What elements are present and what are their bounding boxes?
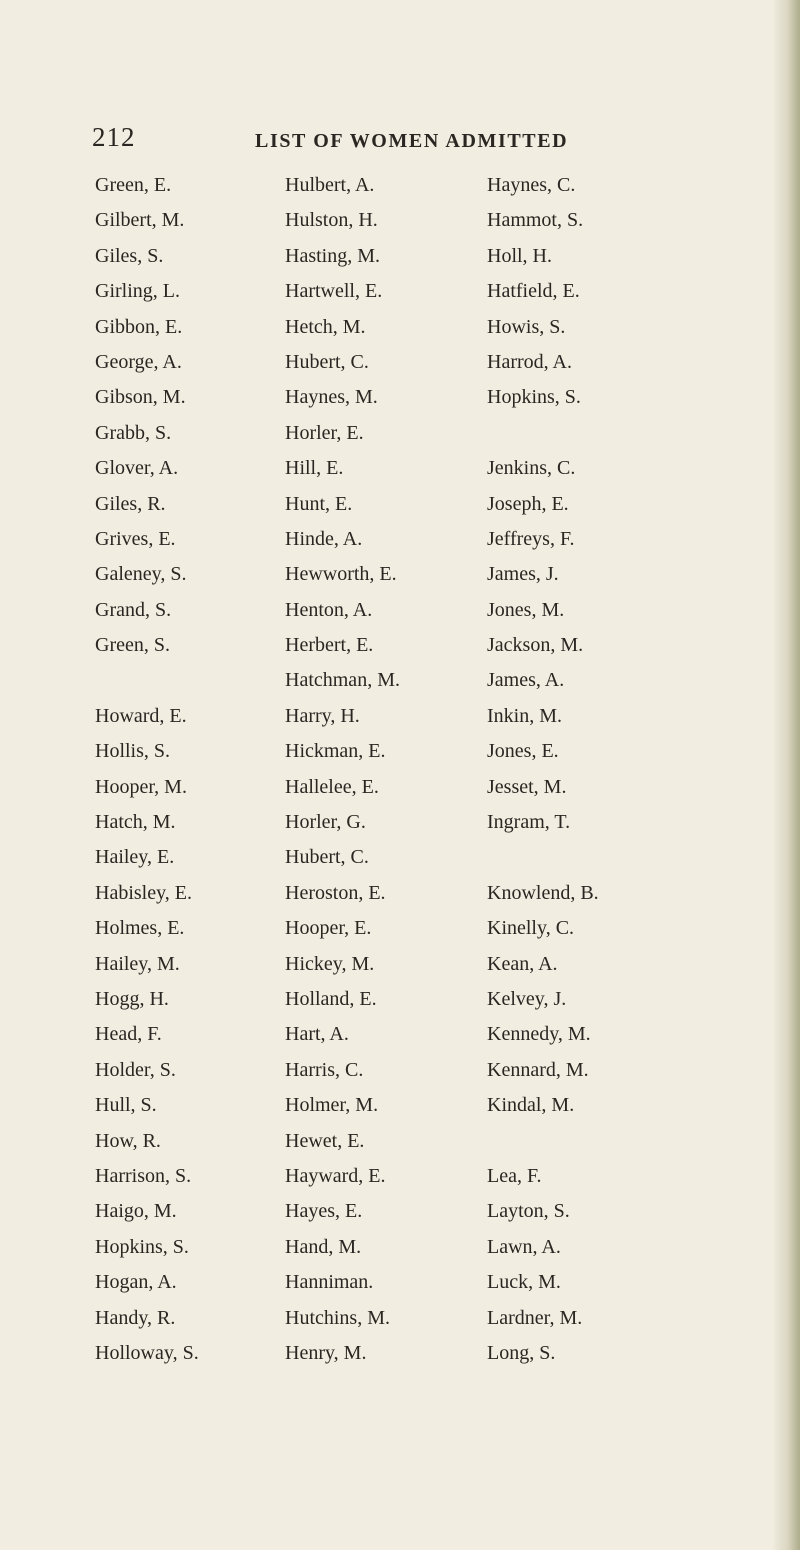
name-entry: Haynes, C. (487, 174, 576, 196)
name-entry: Hogg, H. (95, 987, 169, 1010)
name-entry: Herbert, E. (285, 634, 374, 657)
name-entry: Hallelee, E. (285, 775, 379, 798)
name-entry: Hulbert, A. (285, 174, 375, 196)
name-entry: Luck, M. (487, 1271, 561, 1294)
name-entry (487, 416, 737, 451)
name-entry: Long, S. (487, 1341, 556, 1364)
name-entry: Hooper, M. (95, 775, 187, 798)
name-entry: Hutchins, M. (285, 1306, 390, 1329)
name-entry: Lawn, A. (487, 1235, 561, 1258)
name-column-3 (487, 168, 737, 1371)
name-entry: Jenkins, C. (487, 457, 576, 480)
name-entry: Giles, S. (95, 244, 164, 267)
name-entry: Hayward, E. (285, 1164, 386, 1187)
name-entry: Grives, E. (95, 527, 176, 550)
name-entry: Harry, H. (285, 704, 360, 727)
name-entry: Harrod, A. (487, 350, 572, 373)
name-entry: Henton, A. (285, 598, 373, 621)
name-entry: Jeffreys, F. (487, 527, 575, 550)
name-entry: Hill, E. (285, 457, 344, 480)
name-entry: Hailey, E. (95, 846, 175, 869)
name-entry: Hubert, C. (285, 846, 369, 869)
name-entry: Lea, F. (487, 1164, 542, 1187)
name-entry: Green, S. (95, 634, 170, 657)
name-entry: Hayes, E. (285, 1200, 363, 1223)
name-entry: Hollis, S. (95, 740, 171, 763)
name-entry: Layton, S. (487, 1200, 570, 1223)
name-entry: Joseph, E. (487, 492, 569, 515)
name-entry: Gilbert, M. (95, 209, 185, 232)
name-entry (487, 840, 737, 875)
name-entry: Horler, E. (285, 421, 364, 444)
name-entry: Hammot, S. (487, 209, 584, 232)
name-entry: Hickey, M. (285, 952, 375, 975)
name-entry: Kean, A. (487, 952, 558, 975)
name-entry: Kennedy, M. (487, 1023, 591, 1046)
name-entry: Green, E. (95, 174, 172, 196)
name-entry: Hooper, E. (285, 917, 372, 940)
page-edge-shadow (772, 0, 800, 1550)
name-entry: Giles, R. (95, 492, 166, 515)
name-entry: Hanniman. (285, 1271, 374, 1294)
name-entry: Girling, L. (95, 280, 180, 303)
name-entry: Kelvey, J. (487, 987, 567, 1010)
name-entry: Hogan, A. (95, 1271, 177, 1294)
name-entry: Jackson, M. (487, 634, 584, 657)
name-entry: Hasting, M. (285, 244, 380, 267)
name-entry: Jesset, M. (487, 775, 567, 798)
name-entry: Hinde, A. (285, 527, 363, 550)
name-entry: Henry, M. (285, 1341, 367, 1364)
name-entry: James, J. (487, 563, 559, 586)
name-entry: Howard, E. (95, 704, 187, 727)
name-entry: Inkin, M. (487, 704, 562, 727)
name-entry: Hulston, H. (285, 209, 378, 232)
name-entry: Galeney, S. (95, 563, 187, 586)
name-entry: Grabb, S. (95, 421, 172, 444)
name-entry: Harris, C. (285, 1058, 364, 1081)
name-entry: Holland, E. (285, 987, 377, 1010)
name-entry: Hetch, M. (285, 315, 366, 338)
name-entry: Kindal, M. (487, 1094, 575, 1117)
name-entry: Hopkins, S. (487, 386, 581, 409)
name-entry: Head, F. (95, 1023, 162, 1046)
name-entry: Hickman, E. (285, 740, 386, 763)
name-entry: Horler, G. (285, 811, 366, 834)
name-entry: Hailey, M. (95, 952, 180, 975)
name-entry: Holloway, S. (95, 1341, 199, 1364)
name-entry: Hatchman, M. (285, 669, 400, 692)
name-entry: Gibbon, E. (95, 315, 183, 338)
name-entry: Harrison, S. (95, 1164, 192, 1187)
name-entry: Kennard, M. (487, 1058, 589, 1081)
name-entry: How, R. (95, 1129, 161, 1152)
name-entry: Kinelly, C. (487, 917, 575, 940)
name-entry: Haigo, M. (95, 1200, 177, 1223)
name-entry: Haynes, M. (285, 386, 378, 409)
name-entry: Hatch, M. (95, 811, 176, 834)
name-entry: Knowlend, B. (487, 881, 599, 904)
name-entry: Jones, M. (487, 598, 565, 621)
name-entry: Hopkins, S. (95, 1235, 189, 1258)
name-entry: Handy, R. (95, 1306, 176, 1329)
name-entry: Hubert, C. (285, 350, 369, 373)
page-number: 212 (92, 122, 136, 152)
name-entry: Lardner, M. (487, 1306, 583, 1329)
name-entry: Holmer, M. (285, 1094, 379, 1117)
name-entry: Hatfield, E. (487, 280, 580, 303)
name-entry: Ingram, T. (487, 811, 571, 834)
name-entry: Hewworth, E. (285, 563, 397, 586)
name-entry: Holl, H. (487, 244, 552, 267)
name-entry: George, A. (95, 350, 182, 373)
name-entry: Hewet, E. (285, 1129, 365, 1152)
name-entry: Hand, M. (285, 1235, 362, 1258)
name-entry: Howis, S. (487, 315, 566, 338)
name-entry: Hartwell, E. (285, 280, 383, 303)
running-head: LIST OF WOMEN ADMITTED (255, 130, 569, 152)
name-entry: Glover, A. (95, 457, 179, 480)
name-entry: Heroston, E. (285, 881, 386, 904)
name-entry: Hart, A. (285, 1023, 349, 1046)
name-entry: James, A. (487, 669, 565, 692)
name-entry: Hull, S. (95, 1094, 157, 1117)
name-entry: Jones, E. (487, 740, 559, 763)
name-entry: Habisley, E. (95, 881, 193, 904)
name-entry: Hunt, E. (285, 492, 353, 515)
name-entry: Holder, S. (95, 1058, 176, 1081)
name-entry (487, 1124, 737, 1159)
name-entry: Gibson, M. (95, 386, 186, 409)
name-entry: Holmes, E. (95, 917, 185, 940)
name-entry: Grand, S. (95, 598, 172, 621)
